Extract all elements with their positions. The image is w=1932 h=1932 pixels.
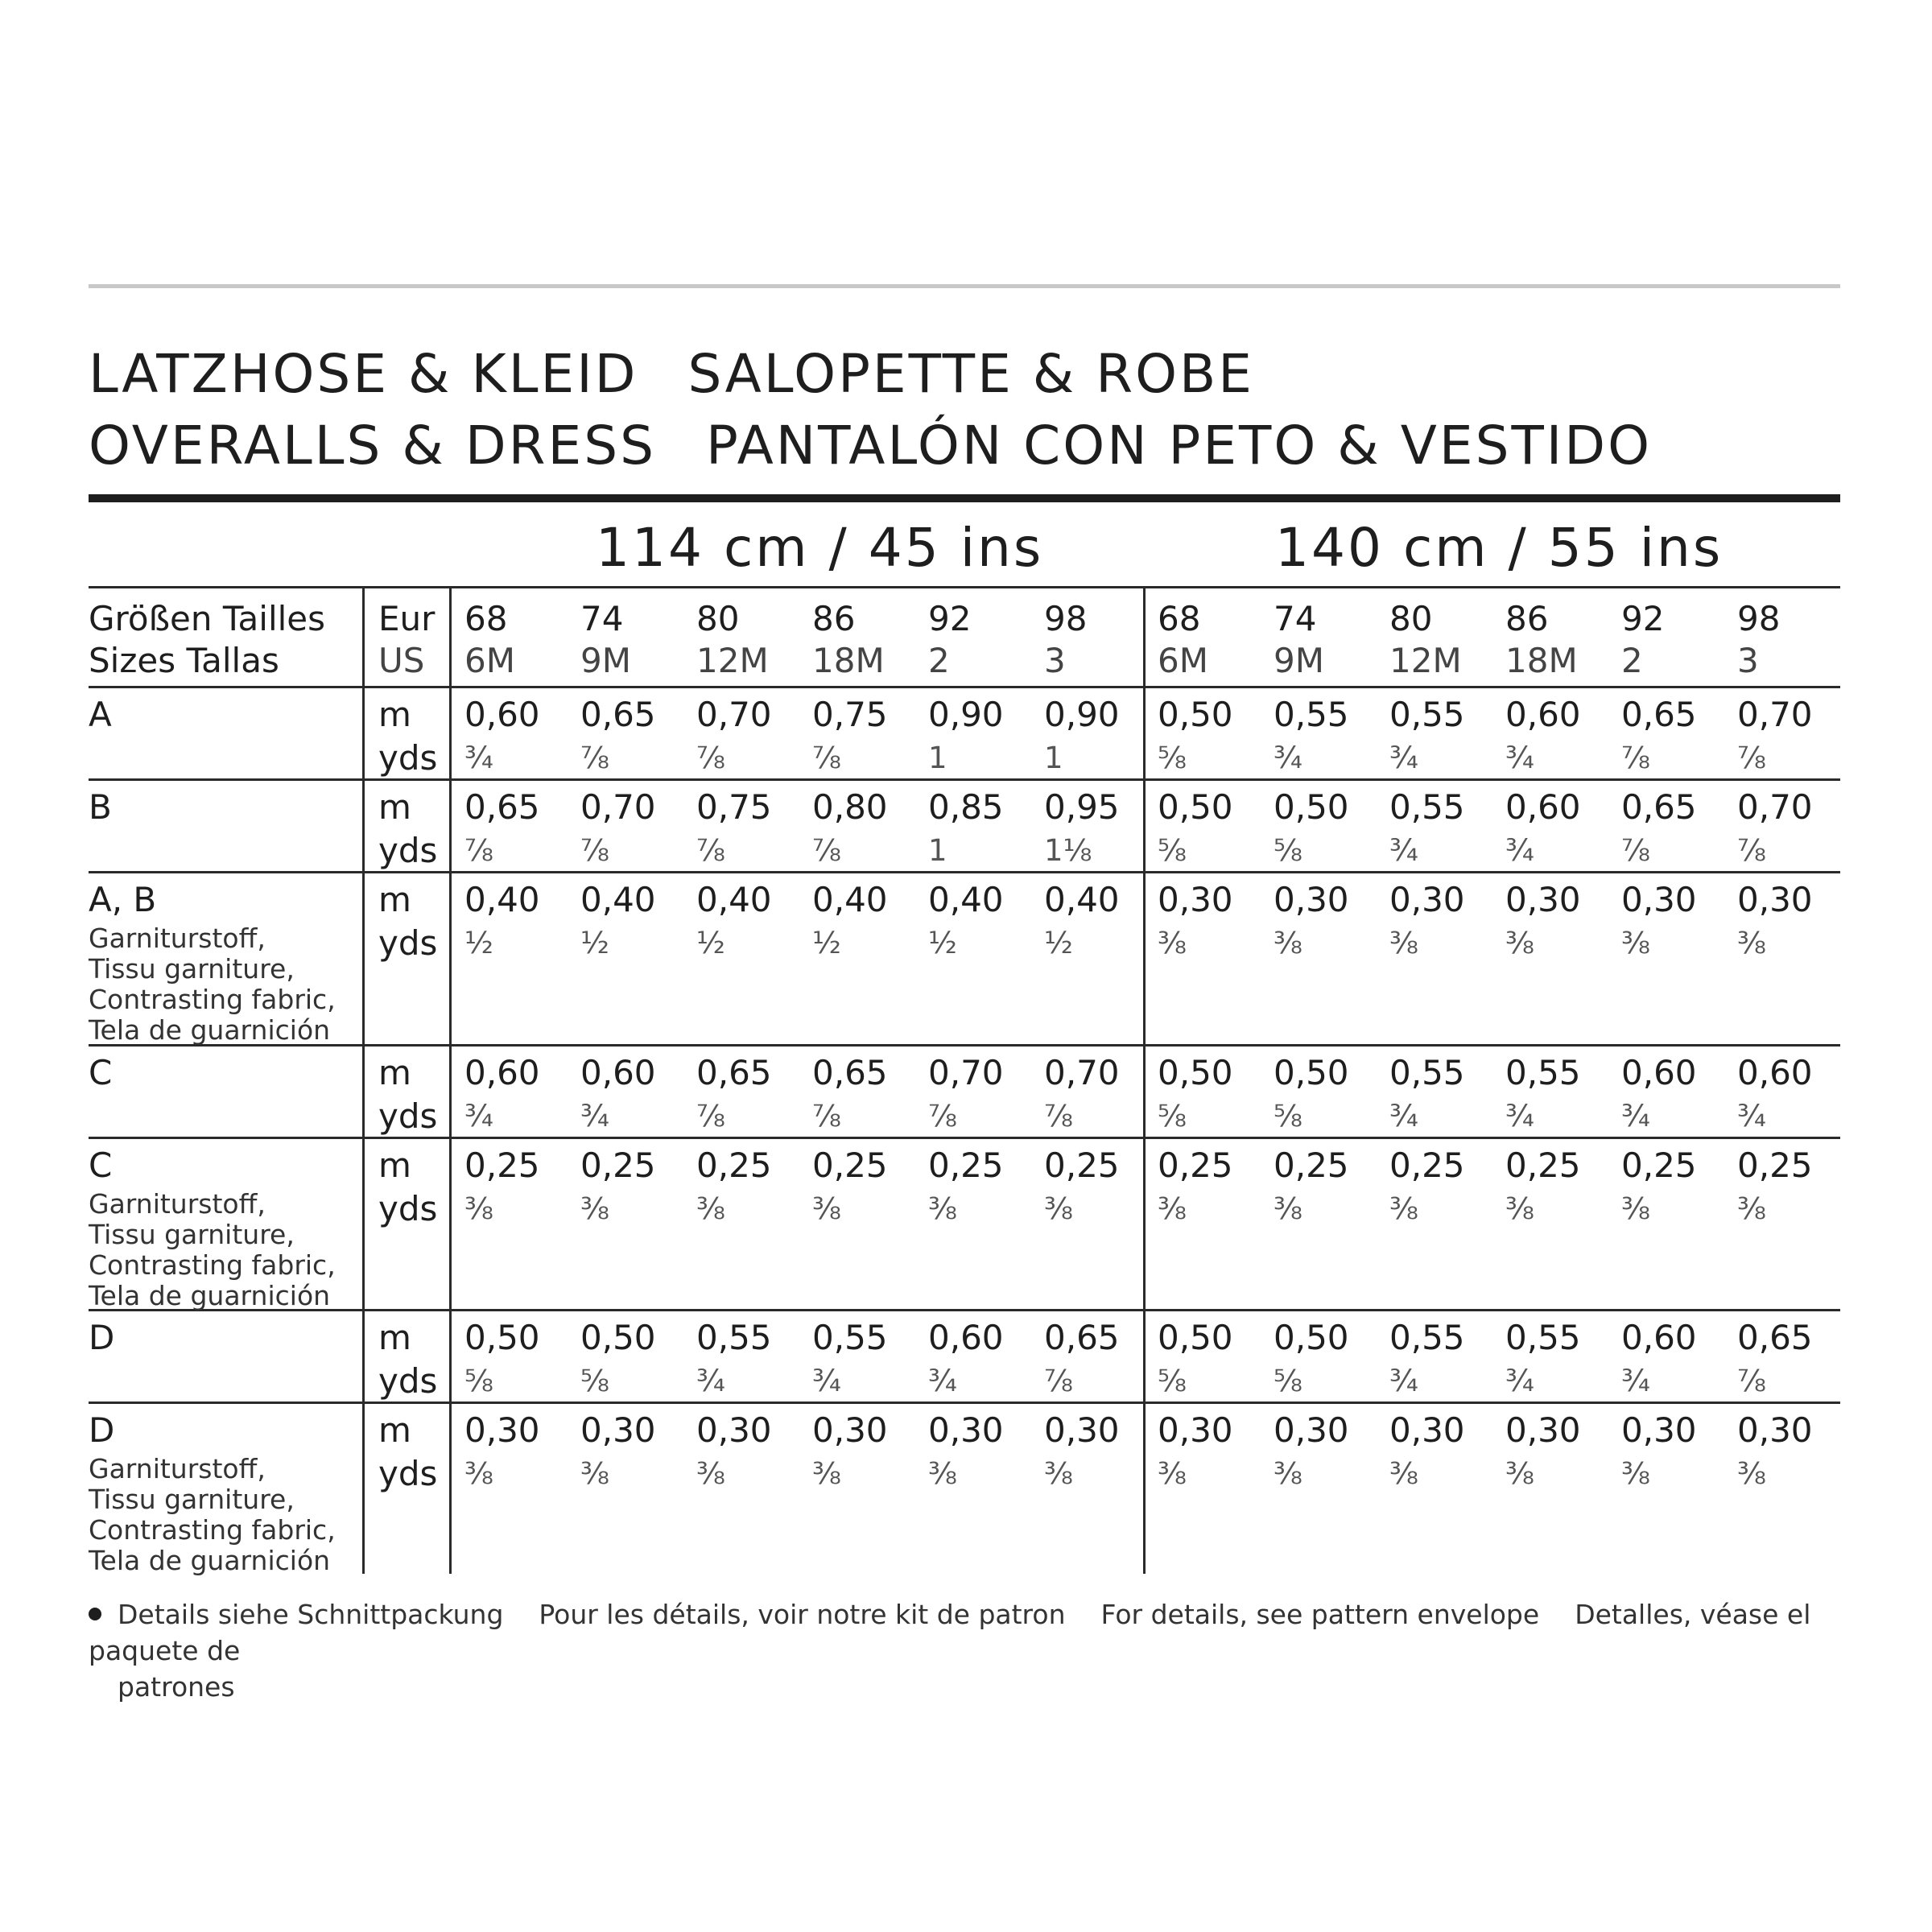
unit-yds: yds (378, 738, 438, 778)
eur-size: 92 (928, 599, 972, 638)
meters-value: 0,40 (928, 880, 1004, 919)
unit-m: m (378, 880, 411, 919)
yards-value: ⅜ (1737, 926, 1766, 960)
row-label: B (89, 787, 112, 827)
meters-value: 0,70 (1044, 1053, 1120, 1092)
meters-value: 0,70 (1737, 787, 1813, 827)
meters-value: 0,30 (1389, 880, 1465, 919)
meters-value: 0,65 (1044, 1318, 1120, 1357)
unit-yds: yds (378, 1454, 438, 1493)
meters-value: 0,25 (1044, 1146, 1120, 1185)
yards-value: ¾ (696, 1364, 725, 1398)
yards-value: ⅞ (1621, 741, 1650, 775)
yards-value: ⅜ (812, 1191, 841, 1226)
meters-value: 0,30 (1274, 1410, 1349, 1450)
meters-value: 0,55 (812, 1318, 888, 1357)
us-size: 6M (1158, 641, 1208, 680)
footnote-english: For details, see pattern envelope (1100, 1599, 1540, 1630)
yards-value: ⅝ (1274, 833, 1302, 868)
yards-value: 1 (928, 741, 947, 775)
yards-value: ⅞ (928, 1099, 957, 1133)
meters-value: 0,50 (1158, 1318, 1233, 1357)
yards-value: ⅜ (1389, 1191, 1418, 1226)
meters-value: 0,65 (1621, 787, 1697, 827)
footnote-german: Details siehe Schnittpackung (118, 1599, 504, 1630)
meters-value: 0,60 (464, 695, 540, 734)
yards-value: ⅞ (696, 833, 725, 868)
yards-value: ⅞ (1044, 1099, 1073, 1133)
yards-value: ⅜ (1505, 1456, 1534, 1491)
meters-value: 0,65 (464, 787, 540, 827)
meters-value: 0,30 (1389, 1410, 1465, 1450)
row-description: Garniturstoff, (89, 923, 266, 954)
yards-value: ⅜ (464, 1456, 493, 1491)
meters-value: 0,50 (1158, 787, 1233, 827)
yards-value: ⅜ (928, 1456, 957, 1491)
unit-yds: yds (378, 923, 438, 963)
row-description: Tela de guarnición (89, 1545, 331, 1576)
yards-value: ¾ (812, 1364, 841, 1398)
eur-size: 74 (580, 599, 624, 638)
meters-value: 0,50 (1158, 1053, 1233, 1092)
yards-value: ⅜ (1389, 926, 1418, 960)
title-line-1 (89, 343, 1255, 405)
top-rule (89, 284, 1840, 288)
yards-value: ¾ (580, 1099, 609, 1133)
meters-value: 0,30 (1621, 1410, 1697, 1450)
yards-value: ⅞ (464, 833, 493, 868)
yards-value: ⅜ (1274, 926, 1302, 960)
meters-value: 0,55 (1389, 1053, 1465, 1092)
yards-value: ⅜ (1158, 1456, 1187, 1491)
unit-yds: yds (378, 1189, 438, 1228)
row-description: Tela de guarnición (89, 1014, 331, 1046)
meters-value: 0,65 (696, 1053, 772, 1092)
table-rule (89, 778, 1840, 781)
meters-value: 0,55 (1274, 695, 1349, 734)
meters-value: 0,75 (812, 695, 888, 734)
meters-value: 0,50 (464, 1318, 540, 1357)
column-divider (449, 588, 452, 1574)
unit-m: m (378, 787, 411, 827)
unit-m: m (378, 1410, 411, 1450)
meters-value: 0,25 (464, 1146, 540, 1185)
meters-value: 0,30 (1158, 1410, 1233, 1450)
footnote (89, 1596, 1819, 1705)
yards-value: ⅜ (1621, 1456, 1650, 1491)
yards-value: ¾ (1389, 1099, 1418, 1133)
row-description: Contrasting fabric, (89, 1249, 336, 1281)
yards-value: ¾ (1389, 741, 1418, 775)
meters-value: 0,60 (464, 1053, 540, 1092)
meters-value: 0,80 (812, 787, 888, 827)
row-description: Tissu garniture, (89, 953, 295, 985)
yards-value: ⅞ (580, 741, 609, 775)
meters-value: 0,50 (1274, 1053, 1349, 1092)
title-french: SALOPETTE & ROBE (687, 343, 1255, 405)
title-english: OVERALLS & DRESS (89, 415, 657, 477)
meters-value: 0,40 (812, 880, 888, 919)
meters-value: 0,40 (696, 880, 772, 919)
yards-value: 1 (1044, 741, 1063, 775)
yards-value: ½ (696, 926, 725, 960)
yards-value: ¾ (464, 741, 493, 775)
yards-value: ⅝ (1158, 1364, 1187, 1398)
meters-value: 0,25 (696, 1146, 772, 1185)
yards-value: ⅞ (696, 1099, 725, 1133)
us-size: 12M (1389, 641, 1462, 680)
yards-value: ¾ (928, 1364, 957, 1398)
meters-value: 0,95 (1044, 787, 1120, 827)
eur-size: 80 (1389, 599, 1433, 638)
row-label: D (89, 1318, 115, 1357)
meters-value: 0,25 (928, 1146, 1004, 1185)
yards-value: ¾ (1389, 833, 1418, 868)
yards-value: ⅜ (696, 1456, 725, 1491)
yards-value: ⅝ (1274, 1099, 1302, 1133)
title-rule (89, 494, 1840, 502)
meters-value: 0,40 (580, 880, 656, 919)
eur-size: 92 (1621, 599, 1665, 638)
meters-value: 0,25 (1274, 1146, 1349, 1185)
column-divider (362, 588, 365, 1574)
meters-value: 0,30 (464, 1410, 540, 1450)
meters-value: 0,65 (812, 1053, 888, 1092)
yards-value: ⅞ (696, 741, 725, 775)
us-size: 9M (580, 641, 631, 680)
meters-value: 0,30 (928, 1410, 1004, 1450)
yards-value: ¾ (1737, 1099, 1766, 1133)
unit-yds: yds (378, 831, 438, 870)
meters-value: 0,30 (1158, 880, 1233, 919)
title-spanish: PANTALÓN CON PETO & VESTIDO (706, 415, 1653, 477)
title-german: LATZHOSE & KLEID (89, 343, 638, 405)
us-label: US (378, 641, 425, 680)
meters-value: 0,30 (1621, 880, 1697, 919)
meters-value: 0,50 (1274, 1318, 1349, 1357)
table-rule (89, 1402, 1840, 1404)
meters-value: 0,25 (1737, 1146, 1813, 1185)
meters-value: 0,60 (1621, 1318, 1697, 1357)
meters-value: 0,30 (1044, 1410, 1120, 1450)
yards-value: 1 (928, 833, 947, 868)
row-label: A (89, 695, 112, 734)
meters-value: 0,60 (928, 1318, 1004, 1357)
eur-size: 98 (1044, 599, 1088, 638)
yards-value: ⅜ (1621, 1191, 1650, 1226)
meters-value: 0,30 (1737, 880, 1813, 919)
us-size: 3 (1737, 641, 1759, 680)
meters-value: 0,60 (1505, 695, 1581, 734)
width-140-heading: 140 cm / 55 ins (1275, 517, 1724, 579)
us-size: 6M (464, 641, 515, 680)
meters-value: 0,25 (1505, 1146, 1581, 1185)
yards-value: ⅜ (580, 1456, 609, 1491)
eur-size: 68 (464, 599, 508, 638)
yards-value: ⅞ (1737, 1364, 1766, 1398)
unit-yds: yds (378, 1361, 438, 1401)
meters-value: 0,25 (1389, 1146, 1465, 1185)
meters-value: 0,60 (1621, 1053, 1697, 1092)
yards-value: ⅝ (1158, 833, 1187, 868)
row-label: A, B (89, 880, 157, 919)
row-description: Garniturstoff, (89, 1453, 266, 1484)
yards-value: ⅜ (1158, 926, 1187, 960)
unit-m: m (378, 1146, 411, 1185)
yards-value: ⅜ (1737, 1191, 1766, 1226)
yards-value: ⅜ (1044, 1456, 1073, 1491)
yards-value: ½ (928, 926, 957, 960)
meters-value: 0,50 (580, 1318, 656, 1357)
row-description: Tissu garniture, (89, 1219, 295, 1250)
meters-value: 0,90 (928, 695, 1004, 734)
yards-value: ⅜ (1274, 1191, 1302, 1226)
unit-m: m (378, 1053, 411, 1092)
yards-value: ¾ (1505, 1364, 1534, 1398)
yards-value: ½ (464, 926, 493, 960)
meters-value: 0,25 (580, 1146, 656, 1185)
yards-value: ⅞ (1621, 833, 1650, 868)
row-label: C (89, 1053, 113, 1092)
yards-value: ⅞ (1044, 1364, 1073, 1398)
footnote-french: Pour les détails, voir notre kit de patron (539, 1599, 1066, 1630)
meters-value: 0,40 (1044, 880, 1120, 919)
yards-value: ¾ (1274, 741, 1302, 775)
meters-value: 0,70 (1737, 695, 1813, 734)
table-rule (89, 871, 1840, 873)
meters-value: 0,65 (580, 695, 656, 734)
meters-value: 0,50 (1274, 787, 1349, 827)
yards-value: ⅜ (696, 1191, 725, 1226)
us-size: 9M (1274, 641, 1324, 680)
yards-value: ⅞ (812, 1099, 841, 1133)
yards-value: ¾ (1505, 1099, 1534, 1133)
eur-label: Eur (378, 599, 436, 638)
yards-value: 1⅛ (1044, 833, 1092, 868)
meters-value: 0,30 (580, 1410, 656, 1450)
table-rule (89, 1137, 1840, 1139)
meters-value: 0,30 (1274, 880, 1349, 919)
yards-value: ¾ (1621, 1099, 1650, 1133)
us-size: 2 (1621, 641, 1643, 680)
meters-value: 0,25 (812, 1146, 888, 1185)
yards-value: ⅜ (1737, 1456, 1766, 1491)
meters-value: 0,55 (1389, 695, 1465, 734)
sizes-label: Größen Tailles (89, 599, 326, 638)
meters-value: 0,40 (464, 880, 540, 919)
yards-value: ⅝ (1274, 1364, 1302, 1398)
footnote-spanish-cont: patrones (118, 1671, 235, 1703)
yards-value: ⅜ (464, 1191, 493, 1226)
unit-m: m (378, 1318, 411, 1357)
yards-value: ⅜ (812, 1456, 841, 1491)
eur-size: 74 (1274, 599, 1317, 638)
yards-value: ⅞ (812, 833, 841, 868)
row-description: Contrasting fabric, (89, 1514, 336, 1546)
yards-value: ⅜ (1274, 1456, 1302, 1491)
meters-value: 0,60 (1737, 1053, 1813, 1092)
us-size: 18M (1505, 641, 1578, 680)
title-line-2 (89, 415, 1653, 477)
meters-value: 0,55 (1505, 1318, 1581, 1357)
meters-value: 0,85 (928, 787, 1004, 827)
row-label: C (89, 1146, 113, 1185)
yards-value: ⅞ (1737, 741, 1766, 775)
meters-value: 0,30 (1505, 1410, 1581, 1450)
yards-value: ½ (1044, 926, 1073, 960)
yards-value: ½ (812, 926, 841, 960)
meters-value: 0,70 (928, 1053, 1004, 1092)
sizes-label: Sizes Tallas (89, 641, 279, 680)
yards-value: ⅜ (1505, 926, 1534, 960)
meters-value: 0,90 (1044, 695, 1120, 734)
meters-value: 0,30 (1505, 880, 1581, 919)
yards-value: ⅜ (1505, 1191, 1534, 1226)
yards-value: ¾ (464, 1099, 493, 1133)
meters-value: 0,25 (1621, 1146, 1697, 1185)
eur-size: 98 (1737, 599, 1781, 638)
eur-size: 80 (696, 599, 740, 638)
meters-value: 0,30 (696, 1410, 772, 1450)
table-rule (89, 1309, 1840, 1311)
yards-value: ⅜ (928, 1191, 957, 1226)
row-description: Garniturstoff, (89, 1188, 266, 1220)
meters-value: 0,75 (696, 787, 772, 827)
yards-value: ⅜ (1158, 1191, 1187, 1226)
yards-value: ¾ (1389, 1364, 1418, 1398)
us-size: 2 (928, 641, 950, 680)
bullet-icon (89, 1608, 101, 1620)
meters-value: 0,30 (812, 1410, 888, 1450)
meters-value: 0,60 (580, 1053, 656, 1092)
yards-value: ⅝ (464, 1364, 493, 1398)
unit-m: m (378, 695, 411, 734)
meters-value: 0,65 (1621, 695, 1697, 734)
width-114-heading: 114 cm / 45 ins (596, 517, 1044, 579)
meters-value: 0,70 (696, 695, 772, 734)
yards-value: ⅝ (1158, 1099, 1187, 1133)
yards-value: ⅝ (580, 1364, 609, 1398)
unit-yds: yds (378, 1096, 438, 1136)
eur-size: 86 (812, 599, 856, 638)
meters-value: 0,65 (1737, 1318, 1813, 1357)
meters-value: 0,55 (1389, 787, 1465, 827)
us-size: 3 (1044, 641, 1066, 680)
yards-value: ⅞ (812, 741, 841, 775)
yards-value: ⅜ (1621, 926, 1650, 960)
table-rule (89, 586, 1840, 588)
us-size: 12M (696, 641, 769, 680)
row-label: D (89, 1410, 115, 1450)
eur-size: 68 (1158, 599, 1201, 638)
yards-value: ⅜ (1389, 1456, 1418, 1491)
us-size: 18M (812, 641, 885, 680)
table-rule (89, 1044, 1840, 1046)
eur-size: 86 (1505, 599, 1549, 638)
yards-value: ⅜ (580, 1191, 609, 1226)
column-divider (1143, 588, 1146, 1574)
yards-value: ¾ (1505, 833, 1534, 868)
meters-value: 0,60 (1505, 787, 1581, 827)
yards-value: ⅞ (580, 833, 609, 868)
meters-value: 0,70 (580, 787, 656, 827)
yards-value: ¾ (1621, 1364, 1650, 1398)
meters-value: 0,55 (696, 1318, 772, 1357)
yards-value: ½ (580, 926, 609, 960)
meters-value: 0,25 (1158, 1146, 1233, 1185)
yards-value: ⅜ (1044, 1191, 1073, 1226)
row-description: Tela de guarnición (89, 1280, 331, 1311)
yards-value: ⅞ (1737, 833, 1766, 868)
row-description: Contrasting fabric, (89, 984, 336, 1015)
row-description: Tissu garniture, (89, 1484, 295, 1515)
yards-value: ⅝ (1158, 741, 1187, 775)
yards-value: ¾ (1505, 741, 1534, 775)
meters-value: 0,30 (1737, 1410, 1813, 1450)
footnote-spanish: Detalles, véase el paquete de (89, 1599, 1811, 1666)
table-rule (89, 686, 1840, 688)
meters-value: 0,55 (1505, 1053, 1581, 1092)
meters-value: 0,55 (1389, 1318, 1465, 1357)
meters-value: 0,50 (1158, 695, 1233, 734)
